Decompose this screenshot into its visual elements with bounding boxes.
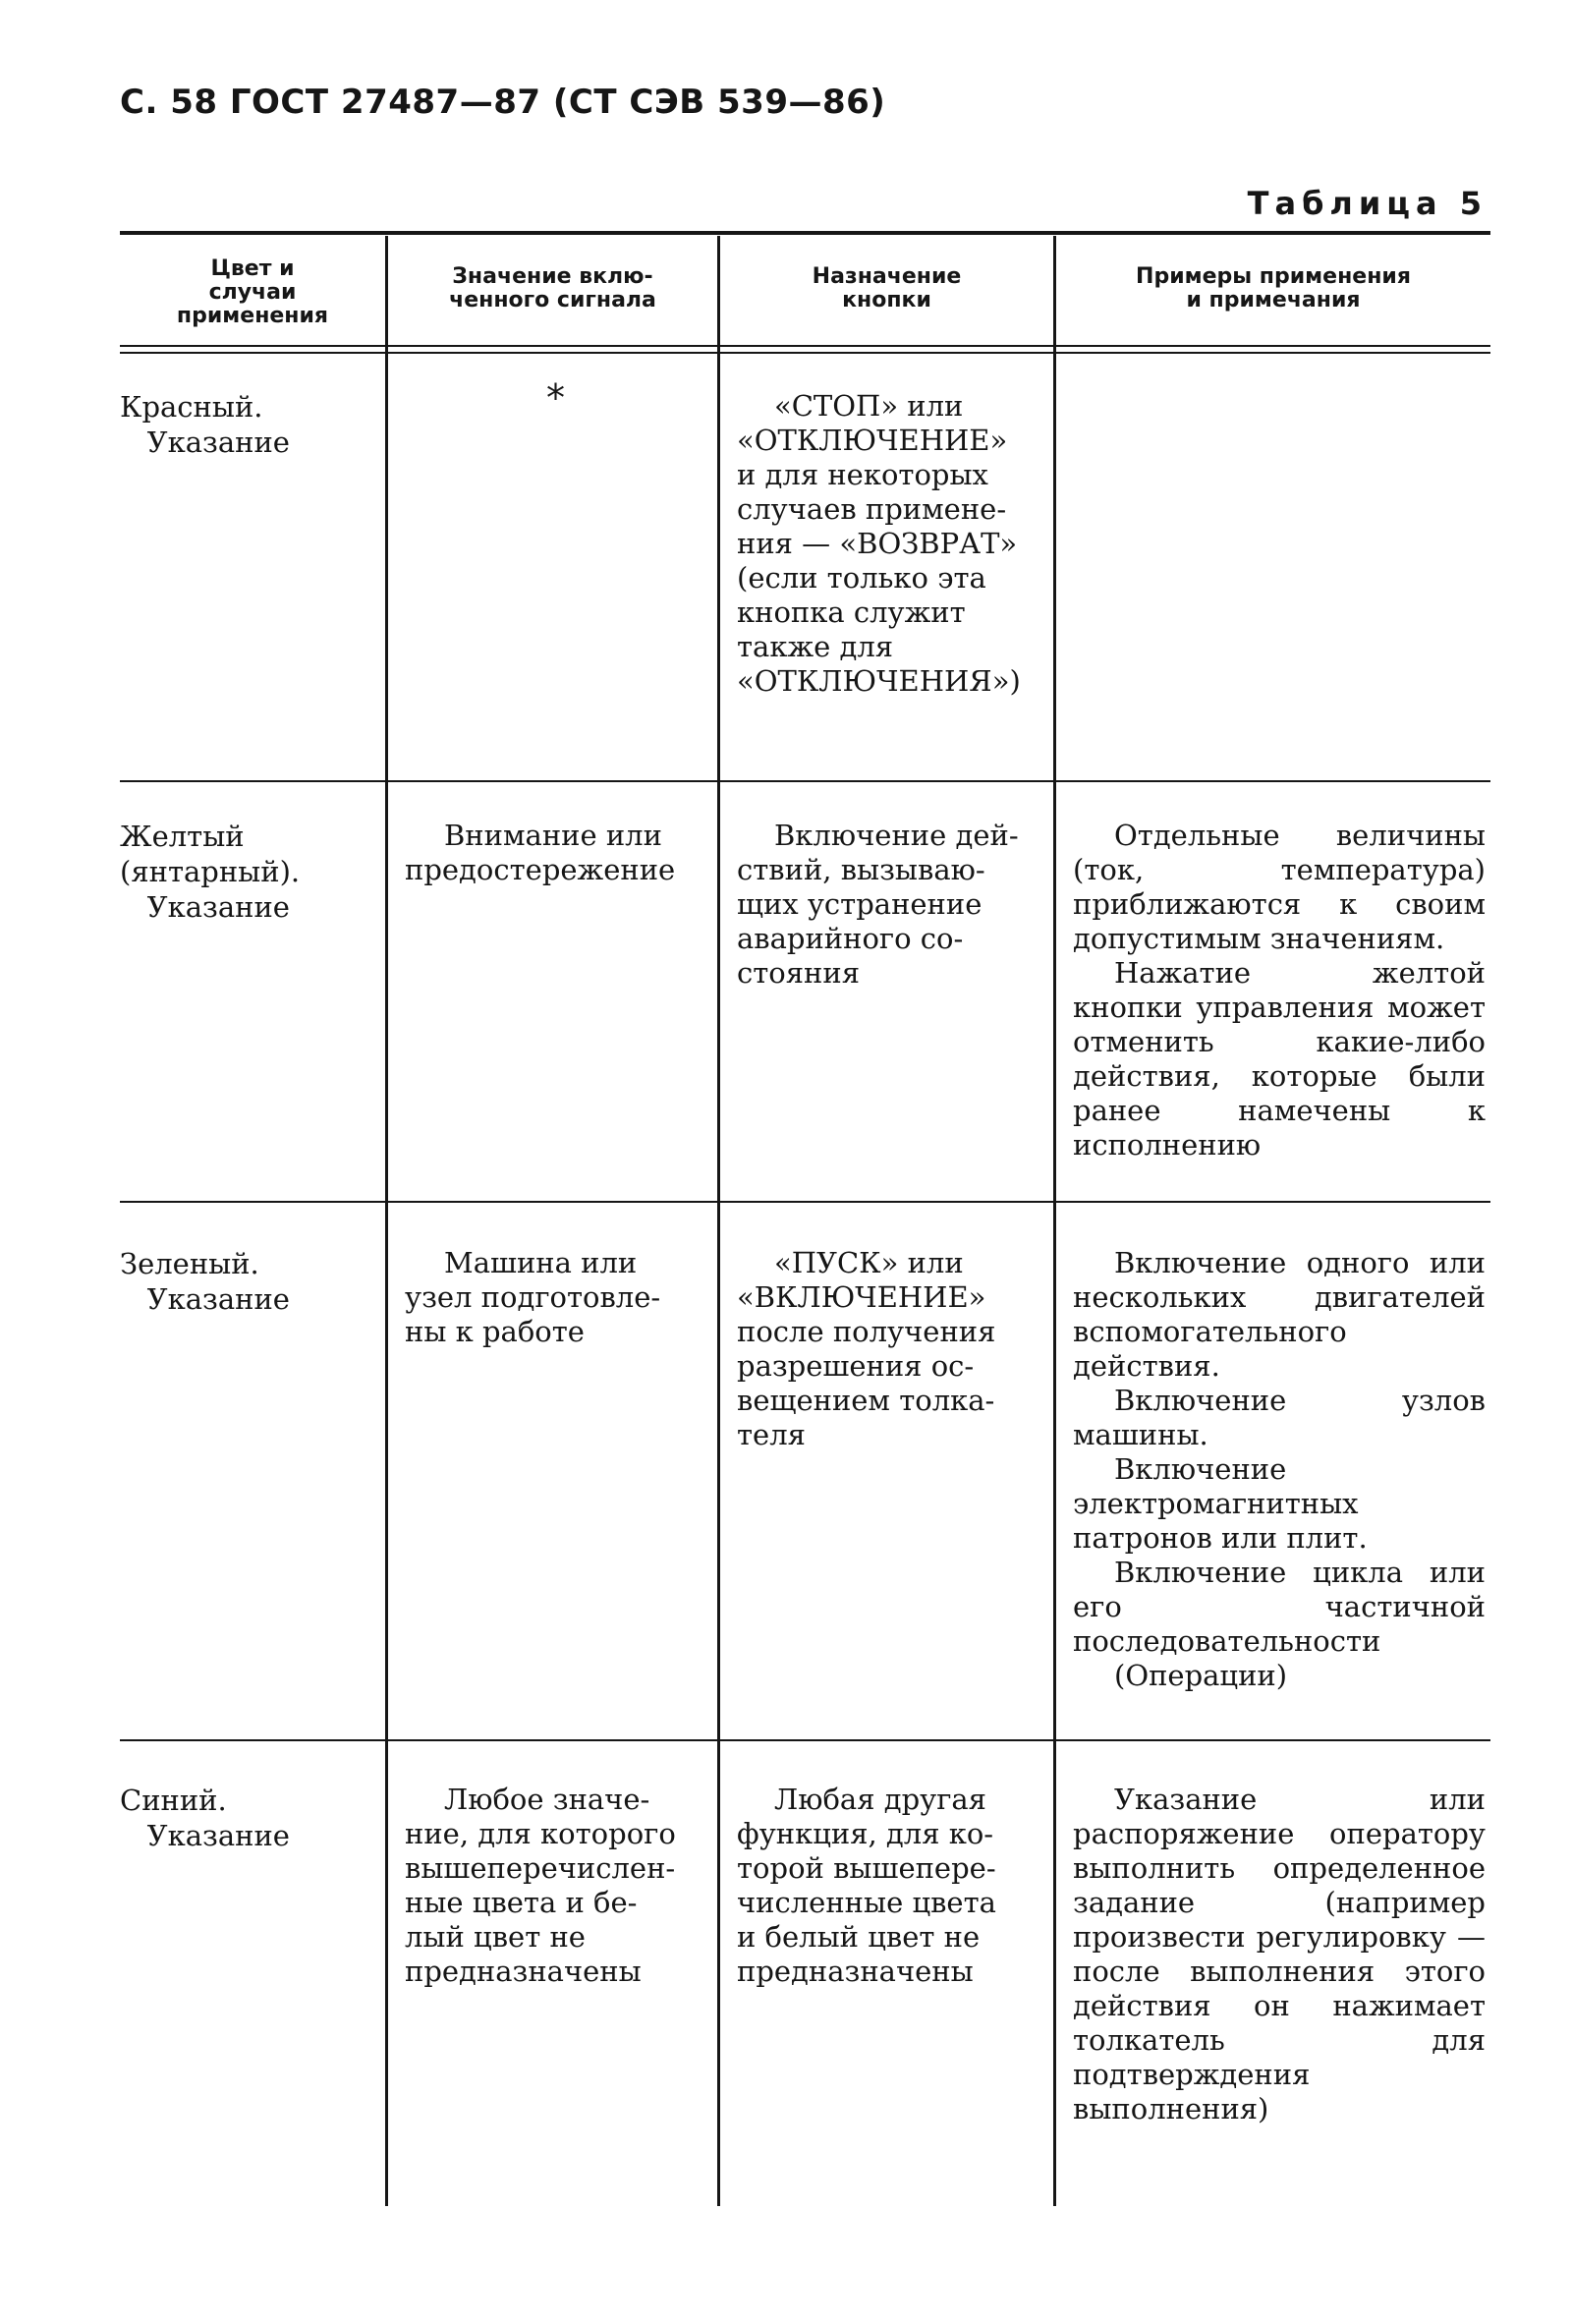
button-line: вещением толка- [737, 1384, 995, 1417]
header-bottom-rule-2 [120, 352, 1490, 354]
example-paragraph: Включение одного или нескольких двигателей вспомогательного действия. [1073, 1246, 1486, 1383]
example-paragraph: Нажатие желтой кнопки управления может отменить какие-либо действия, которые были ранее намечены к исполнению [1073, 956, 1486, 1162]
signal-line: ные цвета и бе- [405, 1886, 638, 1919]
signal-line: Любое значе- [444, 1783, 650, 1816]
button-line: кнопка служит [737, 595, 966, 629]
column-divider-1 [385, 236, 388, 2206]
button-line: ствий, вызываю- [737, 853, 985, 886]
row-divider-1 [120, 780, 1490, 782]
row-yellow-color: Желтый (янтарный). Указание [120, 820, 301, 924]
row-red-signal-asterisk: * [546, 376, 565, 420]
page-header: С. 58 ГОСТ 27487—87 (СТ СЭВ 539—86) [120, 83, 886, 122]
button-line: стояния [737, 956, 860, 990]
row-green-examples [1073, 1246, 1486, 1693]
button-line: (если только эта [737, 561, 986, 595]
column-header-examples: Примеры применения и примечания [1136, 264, 1411, 312]
row-blue-examples [1073, 1783, 1486, 2126]
row-green-color: Зеленый. Указание [120, 1247, 290, 1316]
column-header-color: Цвет и случаи применения [176, 256, 329, 328]
row-green-signal [405, 1246, 709, 1349]
row-yellow-button [737, 819, 1053, 991]
button-line: после получения [737, 1315, 996, 1348]
button-line: торой вышепере- [737, 1851, 996, 1885]
row-red-button [737, 389, 1053, 699]
signal-line: вышеперечислен- [405, 1851, 676, 1885]
button-line: Включение дей- [774, 819, 1019, 852]
button-line: аварийного со- [737, 922, 964, 955]
row-divider-2 [120, 1201, 1490, 1203]
button-line: и белый цвет не [737, 1920, 981, 1954]
signal-line: лый цвет не [405, 1920, 586, 1954]
button-line: «СТОП» или [774, 389, 964, 423]
signal-line: Внимание или [444, 819, 662, 852]
row-blue-color: Синий. Указание [120, 1784, 290, 1852]
row-yellow-signal [405, 819, 709, 887]
button-line: «ОТКЛЮЧЕНИЯ») [737, 664, 1021, 698]
column-divider-3 [1053, 236, 1056, 2206]
row-blue-signal [405, 1783, 709, 1989]
column-header-button: Назначение кнопки [812, 264, 962, 312]
signal-line: Машина или [444, 1246, 638, 1279]
example-paragraph: Отдельные величины (ток, температура) приближаются к своим допустимым значениям. [1073, 819, 1486, 955]
signal-line: предназначены [405, 1955, 642, 1988]
row-red-color: Красный. Указание [120, 390, 290, 459]
button-line: также для [737, 630, 894, 663]
table-top-rule [120, 231, 1490, 235]
button-line: Любая другая [774, 1783, 986, 1816]
signal-line: ние, для которого [405, 1817, 676, 1850]
button-line: теля [737, 1418, 806, 1451]
table-caption: Таблица 5 [1247, 185, 1488, 222]
example-paragraph: (Операции) [1114, 1659, 1288, 1692]
button-line: «ПУСК» или [774, 1246, 964, 1279]
button-line: «ВКЛЮЧЕНИЕ» [737, 1280, 986, 1314]
signal-line: ны к работе [405, 1315, 585, 1348]
signal-line: предостережение [405, 853, 676, 886]
button-line: случаев примене- [737, 492, 1007, 526]
button-line: функция, для ко- [737, 1817, 994, 1850]
row-yellow-examples [1073, 819, 1486, 1162]
row-divider-3 [120, 1739, 1490, 1741]
button-line: и для некоторых [737, 458, 988, 491]
example-paragraph: Указание или распоряжение оператору выполнить определенное задание (например произвести регулировку — после выполнения этого действия он нажимает толкатель для подтверждения выполнения) [1073, 1783, 1486, 2126]
column-divider-2 [717, 236, 720, 2206]
row-blue-button [737, 1783, 1053, 1989]
button-line: «ОТКЛЮЧЕНИЕ» [737, 424, 1008, 457]
button-line: предназначены [737, 1955, 974, 1988]
button-line: разрешения ос- [737, 1349, 975, 1383]
button-line: численные цвета [737, 1886, 996, 1919]
button-line: щих устранение [737, 887, 982, 921]
example-paragraph: Включение электромагнитных патронов или плит. [1073, 1452, 1368, 1555]
example-paragraph: Включение цикла или его частичной последовательности [1073, 1556, 1486, 1658]
button-line: ния — «ВОЗВРАТ» [737, 527, 1018, 560]
column-header-signal: Значение вклю- ченного сигнала [449, 264, 656, 312]
signal-line: узел подготовле- [405, 1280, 661, 1314]
header-bottom-rule-1 [120, 345, 1490, 347]
row-green-button [737, 1246, 1053, 1452]
example-paragraph: Включение узлов машины. [1073, 1384, 1486, 1451]
